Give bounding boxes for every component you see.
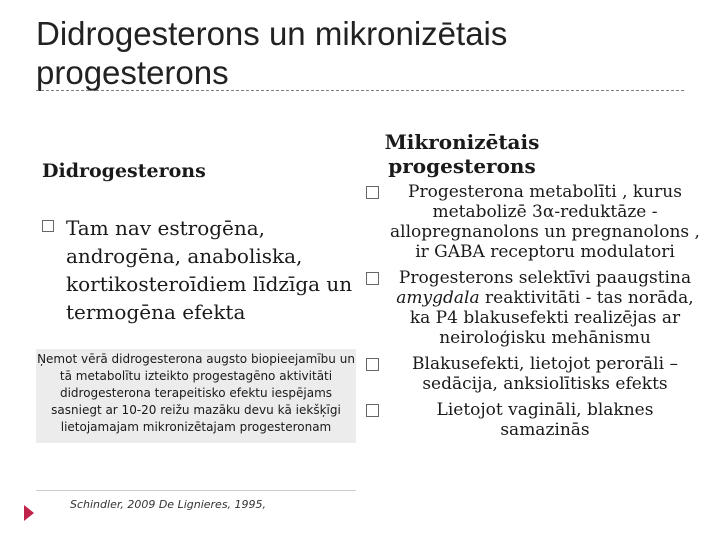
list-item (364, 182, 700, 262)
square-bullet-icon (366, 186, 379, 199)
bullet-text: Tam nav estrogēna, androgēna, anaboliska, kortikosteroīdiem līdzīga un termogēna efekta (66, 216, 353, 324)
bullet-text: Lietojot vagināli, blaknes samazinās (436, 400, 654, 440)
left-column-heading: Didrogesterons (42, 160, 206, 182)
citation: Schindler, 2009 De Lignieres, 1995, (70, 498, 267, 511)
square-bullet-icon (42, 220, 54, 232)
list-item (364, 400, 700, 440)
list-item (364, 268, 700, 348)
bullet-text-emphasis: amygdala (396, 288, 480, 308)
citation-divider (36, 490, 356, 491)
square-bullet-icon (366, 358, 379, 371)
bullet-text-after: reaktivitāti - tas norāda, ka P4 blakusefekti realizējas ar neiroloģisku mehānismu (409, 288, 694, 348)
bullet-text-before: Progesterons selektīvi paaugstina (398, 268, 692, 288)
bullet-text: Blakusefekti, lietojot perorāli – sedācija, anksiolītisks efekts (412, 354, 678, 394)
square-bullet-icon (366, 272, 379, 285)
arrow-icon (24, 505, 34, 521)
slide-title: Didrogesterons un mikronizētais progesterons (36, 15, 508, 91)
right-bullet-list (364, 182, 700, 446)
left-bullet-list (40, 214, 360, 326)
list-item (364, 354, 700, 394)
right-column-heading: Mikronizētais progesterons (384, 130, 540, 178)
title-divider (36, 90, 684, 91)
note-box: Ņemot vērā didrogesterona augsto biopieejamību un tā metabolītu izteikto progestagēno aktivitāti didrogesterona terapeitisko efektu iespējams sasniegt ar 10-20 reižu mazāku devu kā iekšķīgi lietojamajam mikronizētajam progesteronam (36, 349, 356, 443)
bullet-text: Progesterona metabolīti , kurus metabolizē 3α-reduktāze -allopregnanolons un pregnanolons , ir GABA receptoru modulatori (390, 182, 700, 262)
list-item (40, 214, 360, 326)
square-bullet-icon (366, 404, 379, 417)
